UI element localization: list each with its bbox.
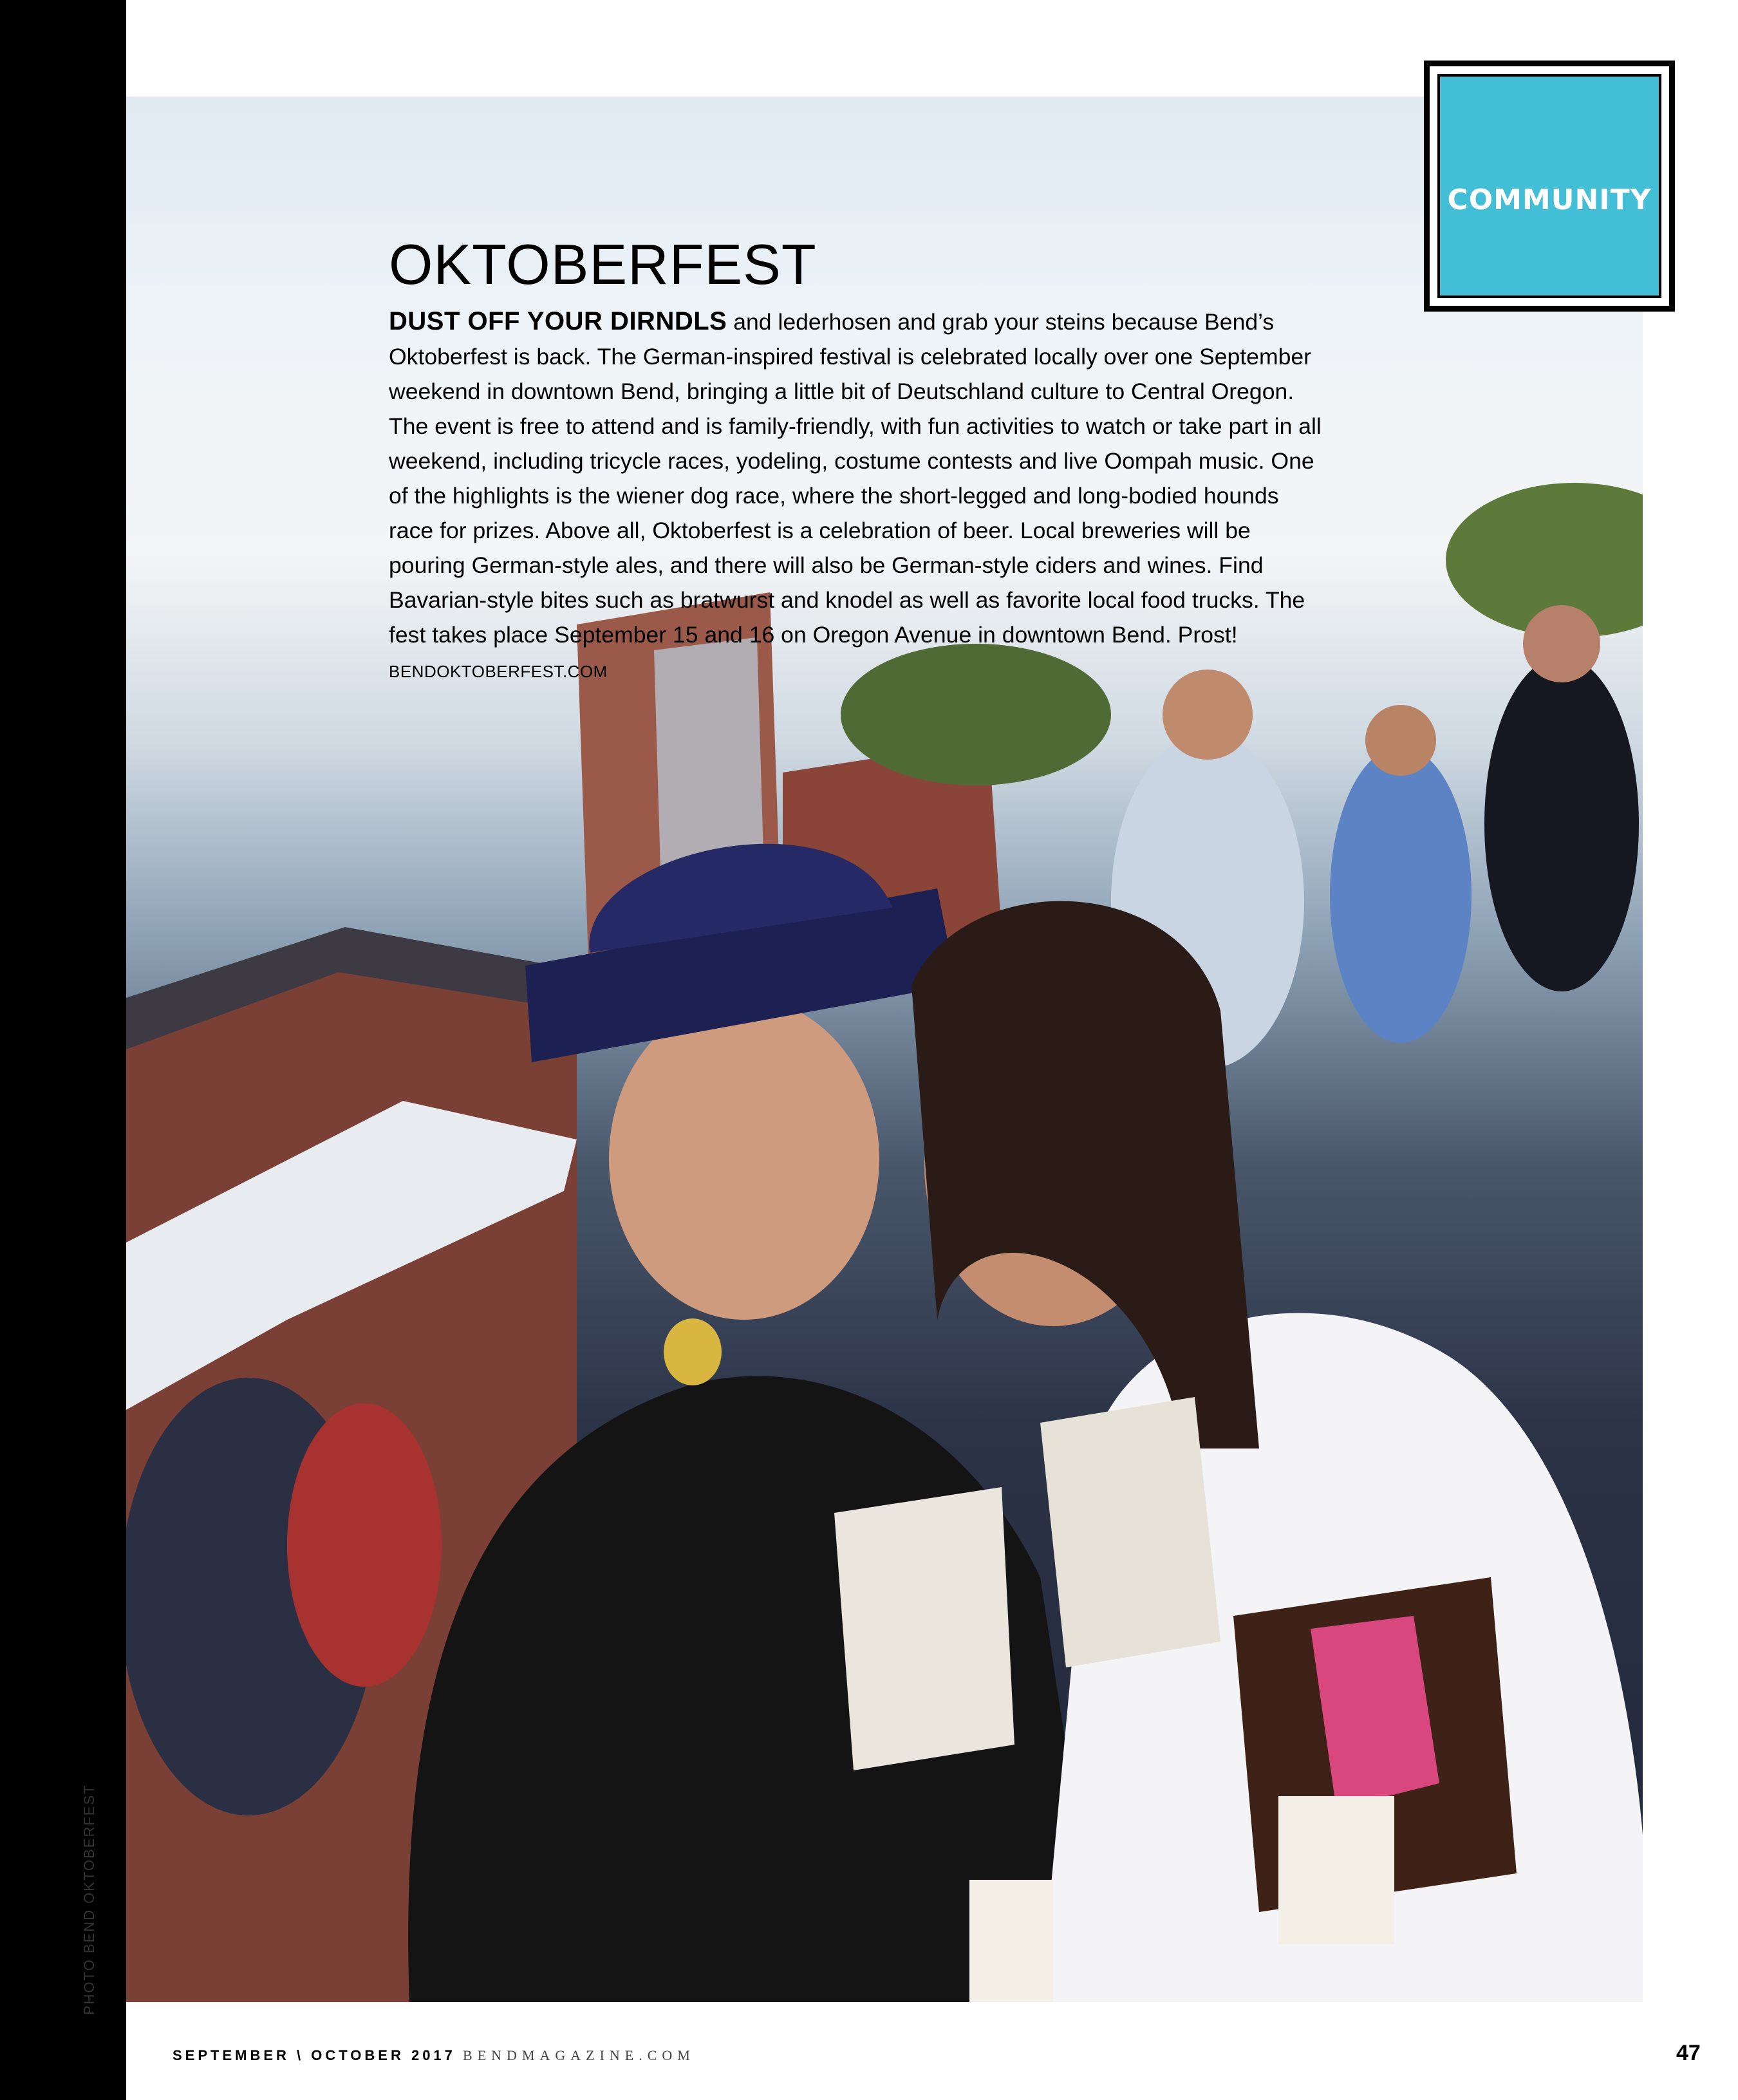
magazine-site: BENDMAGAZINE.COM: [463, 2047, 695, 2063]
beer-stein-left: [834, 1487, 1014, 1770]
article-title: OKTOBERFEST: [389, 232, 817, 296]
article-url: BENDOKTOBERFEST.COM: [389, 662, 608, 681]
article-text: and lederhosen and grab your steins because Bend’s Oktoberfest is back. The German-inspired festival is celebrated locally over one September weekend in downtown Bend, bringing a little bit of Deutschland culture to Central Oregon. The event is free to attend and is family-friendly, with fun activities to watch or take part in all weekend, including tricycle races, yodeling, costume contests and live Oompah music. One of the highlights is the wiener dog race, where the short-legged and long-bodied hounds race for prizes. Above all, Oktoberfest is a celebration of beer. Local breweries will be pouring German-style ales, and there will also be German-style ciders and wines. Find Bavarian-style bites such as bratwurst and knodel as well as favorite local food trucks. The fest takes place September 15 and 16 on Oregon Avenue in downtown Bend. Prost!: [389, 309, 1322, 648]
article-lead: DUST OFF YOUR DIRNDLS: [389, 307, 727, 335]
person-blue-shirt: [1330, 747, 1472, 1043]
section-badge: [1424, 61, 1675, 312]
woman-hair: [911, 901, 1259, 1448]
beer-stein-right: [1040, 1397, 1220, 1667]
photo-credit: PHOTO BEND OKTOBERFEST: [81, 1784, 97, 2015]
black-spine-bar: [0, 0, 126, 2100]
page-number: 47: [1676, 2041, 1701, 2065]
person-red-shirt: [287, 1403, 442, 1687]
woman-face-left: [609, 998, 879, 1320]
article-body: [389, 304, 1329, 689]
gold-earring: [664, 1318, 722, 1385]
issue-date: SEPTEMBER \ OCTOBER 2017: [173, 2047, 456, 2063]
name-badge-right: [1278, 1796, 1394, 1944]
page-footer: [173, 2047, 695, 2064]
name-badge-left: [969, 1880, 1053, 2002]
person-black-shirt: [1484, 657, 1639, 991]
section-badge-fill: [1437, 74, 1661, 298]
section-label: COMMUNITY: [1447, 183, 1652, 216]
